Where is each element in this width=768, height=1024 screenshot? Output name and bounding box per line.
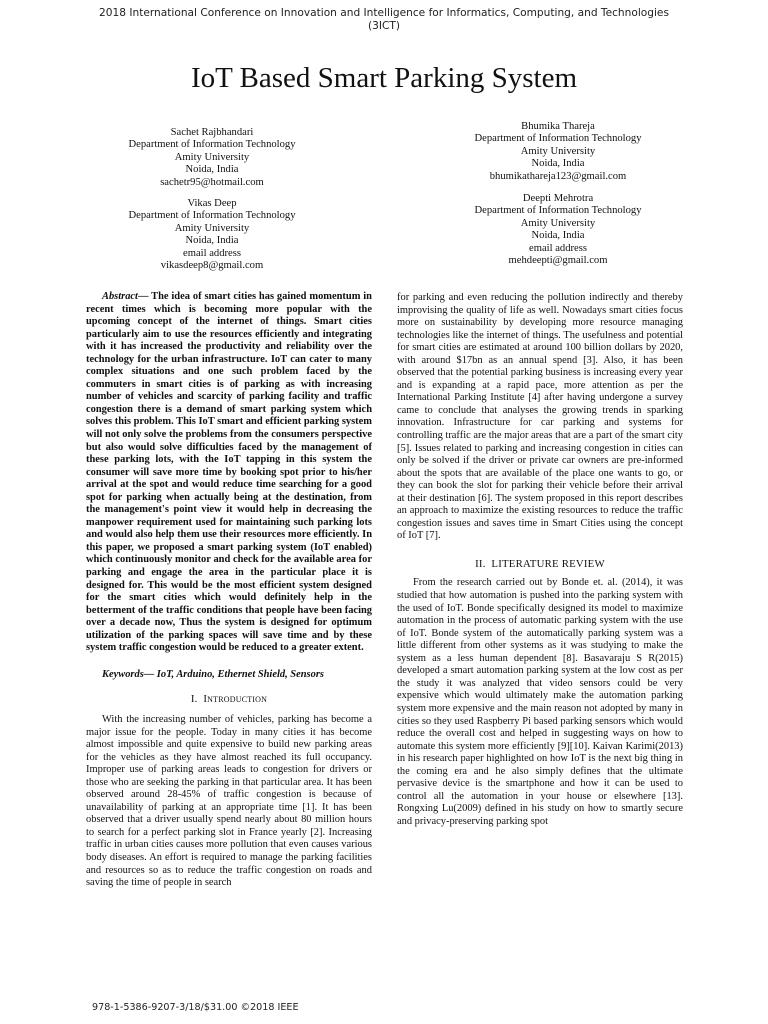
- author-block-2: [438, 121, 678, 183]
- section-number: I.: [190, 693, 198, 706]
- author-univ: Amity University: [520, 217, 596, 229]
- section-number: II.: [475, 557, 486, 570]
- author-email-label: email address: [529, 242, 587, 254]
- author-email: bhumikathareja123@gmail.com: [489, 170, 627, 182]
- abstract-label: Abstract: [102, 291, 138, 302]
- author-name: Vikas Deep: [187, 198, 237, 209]
- paper-title: IoT Based Smart Parking System: [190, 62, 578, 94]
- section-title-initial: I: [203, 693, 208, 706]
- author-name: Deepti Mehrotra: [522, 193, 594, 204]
- author-name: Bhumika Thareja: [521, 121, 595, 132]
- conference-line-1: 2018 International Conference on Innovation and Intelligence for Informatics, Computing, and Technologies: [99, 7, 669, 19]
- keywords: Keywords— IoT, Arduino, Ethernet Shield, Sensors: [102, 668, 324, 680]
- author-block-3: [92, 198, 332, 272]
- author-city: Noida, India: [531, 158, 585, 170]
- author-email: mehdeepti@gmail.com: [508, 255, 608, 267]
- abstract-text: — The idea of smart cities has gained momentum in recent times which is becoming more popular with the upcoming concept of the internet of things. Smart cities particularly aim to use the resources efficiently and integrating with it has increased the productivity and reliability over the technology for the urban infrastructure. IoT can cater to many complex situations and one such problem faced by the commuters in smart cities is of parking as with increasing number of vehicles and scarcity of parking facility and traffic congestion there is a demand of smart parking system which solves this problem. This IoT smart and efficient parking system will not only solve the problems from the consumers perspective but also would solve difficulties faced by the management of these parking lots, with the IoT tapping in this system the consumer will save more time by booking spot prior to his/her arrival at the spot and would reduce time searching for a good spot for parking when actually being at the destination, from the management's point view it would help in decreasing the manpower requirement used for maintaining such parking lots and would also help them use their resources more efficiently. In this paper, we proposed a smart parking system (IoT enabled) which continuously monitor and check for the available area for parking and engage the area in the particular place it is designed for. This would be the most efficient system designed for the smart cities which would definitely help in the betterment of the traffic conditions that people have been facing over a decade now, Thus the system is designed for optimum utilization of the parking spaces will save time and by these system traffic congestion would be reduced to a greater extent.: [86, 291, 372, 654]
- author-univ: Amity University: [174, 222, 250, 234]
- author-dept: Department of Information Technology: [474, 133, 642, 145]
- section-title-rest: ntroduction: [207, 693, 268, 706]
- author-email: sachetr95@hotmail.com: [160, 176, 264, 188]
- conference-header: [60, 7, 708, 33]
- author-city: Noida, India: [531, 230, 585, 242]
- section-heading-literature-review: [397, 558, 683, 571]
- author-block-1: [92, 127, 332, 189]
- author-univ: Amity University: [174, 151, 250, 163]
- author-dept: Department of Information Technology: [474, 205, 642, 217]
- author-name: Sachet Rajbhandari: [170, 127, 254, 138]
- author-dept: Department of Information Technology: [128, 139, 296, 151]
- author-email-label: email address: [183, 247, 241, 259]
- literature-review-paragraph: From the research carried out by Bonde et. al. (2014), it was studied that how automation is pushed into the parking system with the used of IoT. Bonde specifically designed its model to maximize automation in the process of automatic parking system with the use of IoT. Bonde system of the automatically parking system was a little different from other systems as it was studying to make the system as a less human dependent [8]. Basavaraju S R(2015) developed a smart automation parking system at the low cost as per the study it was analyzed that video sensors could be very expensive which would ultimately make the automation parking system more expensive and the main reason not adopted by many in cities so they used Raspberry Pi based parking sensors which would reduce the overall cost and helped in suggesting ways on how to automate this system more efficiently [9][10]. Kaivan Karimi(2013) in his research paper highlighted on how IoT is the next big thing in the coming era and he also simply defines that the ultimate pervasive device is the smartphone and how it can be used to control all the automation in your house or elsewhere [13]. Rongxing Lu(2009) defined in his study on how to smartly secure and privacy-preserving parking spot: [397, 577, 683, 827]
- author-univ: Amity University: [520, 145, 596, 157]
- left-column: [86, 291, 372, 890]
- abstract: [86, 291, 372, 655]
- introduction-paragraph: With the increasing number of vehicles, parking has become a major issue for the people. Today in many cities it has become almost impossible and quite expensive to build new parking areas for the vehicles as they have almost reached its full occupancy. Improper use of parking areas leads to congestion for drivers or those who are seeking the parking in that particular area. It has been observed around 28-45% of traffic congestion is because of unavailability of parking at an appropriate time [1]. It has been observed that a driver usually spend nearly about 80 million hours to search for a perfect parking slot in France yearly [2]. Increasing traffic in urban cities causes more pollution that even causes various body diseases. An effort is required to manage the parking facilities and resources so as to reduce the traffic congestion on roads and saving the time of people in search: [86, 713, 372, 889]
- author-city: Noida, India: [185, 235, 239, 247]
- author-city: Noida, India: [185, 164, 239, 176]
- introduction-continuation: for parking and even reducing the pollution indirectly and thereby improvising the quality of life as well. Nowadays smart cities focus more on sustainability by developing more resource managing technologies like the internet of things. The usefulness and potential for smart cities are estimated at around 100 billion dollars by 2020, with around $17bn as an annual spend [3]. Also, it has been observed that the potential parking business is increasing every year and is expanding at a rapid pace, more attention as per the International Parking Institute [4] after having undergone a survey came to conclude that analyses the growing trends in sparking innovation. Infrastructure for car parking and systems for controlling traffic are the major areas that are a part of the smart city [5]. Issues related to parking and increasing congestion in cities can only be solved if the driver or private car owners are pre-informed about the spots that are available of the place one wants to go, or they can book the slot for parking their vehicle before their arrival at their destination [6]. The system proposed in this report describes an approach to maximize the existing resources to reduce the traffic congestion issues and saves time in Smart Cities using the concept of IoT [7].: [397, 292, 683, 542]
- conference-line-2: (3ICT): [368, 20, 400, 32]
- author-dept: Department of Information Technology: [128, 210, 296, 222]
- copyright-footer: 978-1-5386-9207-3/18/$31.00 ©2018 IEEE: [92, 1002, 299, 1013]
- author-block-4: [438, 193, 678, 267]
- right-column: [397, 292, 683, 828]
- author-email: vikasdeep8@gmail.com: [160, 260, 264, 272]
- section-heading-introduction: [86, 693, 372, 706]
- section-title: LITERATURE REVIEW: [491, 557, 605, 570]
